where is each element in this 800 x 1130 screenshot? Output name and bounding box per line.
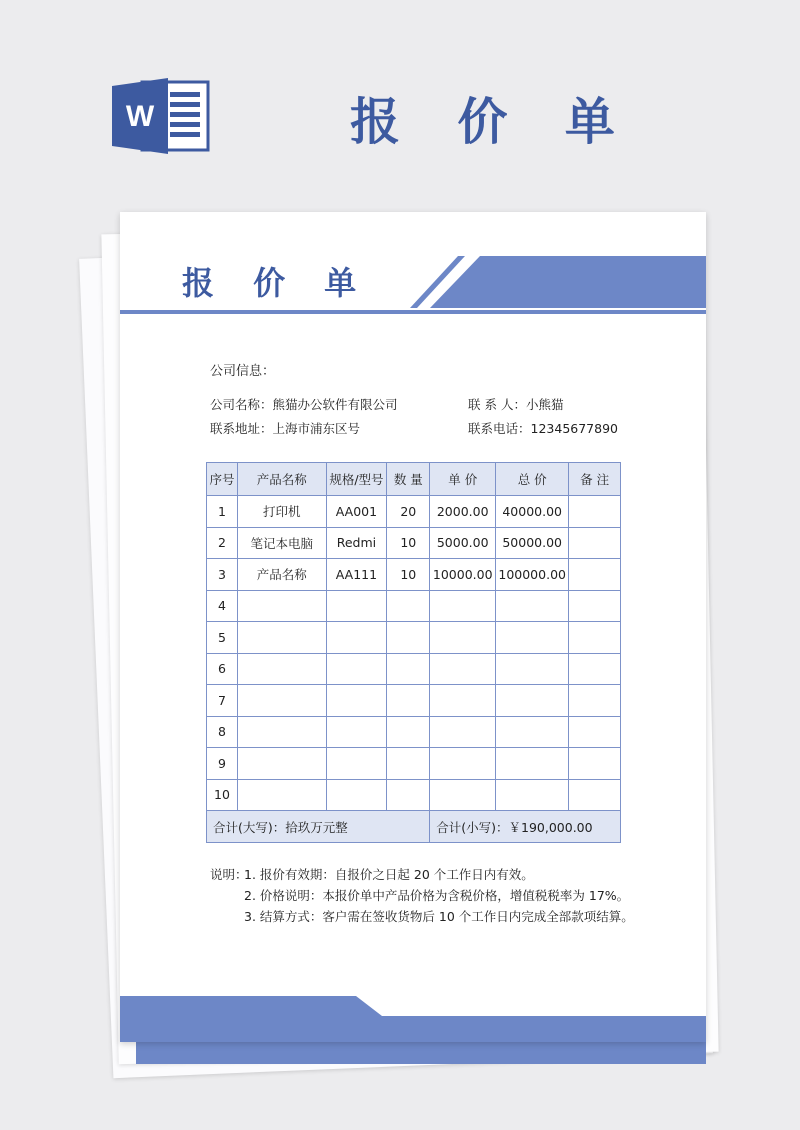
word-icon bbox=[112, 78, 212, 154]
table-cell bbox=[237, 779, 326, 811]
column-header: 单 价 bbox=[430, 463, 496, 496]
company-name-row bbox=[210, 395, 398, 413]
total-lower-label: 合计(小写)： bbox=[436, 819, 509, 835]
table-row bbox=[207, 653, 621, 685]
table-cell: 40000.00 bbox=[496, 496, 569, 528]
table-cell bbox=[569, 716, 621, 748]
column-header: 总 价 bbox=[496, 463, 569, 496]
table-row bbox=[207, 559, 621, 591]
table-cell bbox=[496, 653, 569, 685]
table-cell: 8 bbox=[207, 716, 238, 748]
svg-text:W: W bbox=[125, 100, 155, 133]
table-cell bbox=[496, 779, 569, 811]
column-header: 产品名称 bbox=[237, 463, 326, 496]
company-name: 熊猫办公软件有限公司 bbox=[272, 397, 398, 412]
quote-sheet bbox=[120, 212, 706, 1042]
table-cell bbox=[326, 622, 387, 654]
table-cell: 产品名称 bbox=[237, 559, 326, 591]
table-row bbox=[207, 527, 621, 559]
table-cell bbox=[387, 716, 430, 748]
footer-decoration bbox=[120, 990, 706, 1042]
table-cell: 50000.00 bbox=[496, 527, 569, 559]
table-cell bbox=[569, 748, 621, 780]
table-cell bbox=[569, 685, 621, 717]
note-item: 3. 结算方式：客户需在签收货物后 10 个工作日内完成全部款项结算。 bbox=[244, 909, 634, 924]
table-row bbox=[207, 496, 621, 528]
company-info-heading: 公司信息： bbox=[210, 364, 276, 379]
table-cell bbox=[326, 748, 387, 780]
total-lower: ￥190,000.00 bbox=[508, 819, 593, 835]
banner-title: 报 价 单 bbox=[350, 93, 635, 151]
table-cell: 9 bbox=[207, 748, 238, 780]
table-cell bbox=[237, 590, 326, 622]
table-cell bbox=[496, 748, 569, 780]
table-cell bbox=[430, 653, 496, 685]
table-cell bbox=[237, 748, 326, 780]
address-label: 联系地址： bbox=[210, 421, 273, 436]
table-cell bbox=[326, 590, 387, 622]
table-cell bbox=[496, 622, 569, 654]
table-cell bbox=[237, 716, 326, 748]
phone-label: 联系电话： bbox=[468, 421, 531, 436]
table-cell bbox=[387, 779, 430, 811]
table-row bbox=[207, 622, 621, 654]
note-item: 1. 报价有效期：自报价之日起 20 个工作日内有效。 bbox=[244, 867, 534, 882]
table-cell bbox=[237, 685, 326, 717]
contact-label: 联 系 人： bbox=[468, 397, 526, 412]
table-cell: 10000.00 bbox=[430, 559, 496, 591]
table-cell: 5 bbox=[207, 622, 238, 654]
address-row bbox=[210, 419, 360, 437]
table-cell: 20 bbox=[387, 496, 430, 528]
table-cell bbox=[569, 779, 621, 811]
note-row bbox=[210, 885, 634, 906]
column-header: 序号 bbox=[207, 463, 238, 496]
table-cell: Redmi bbox=[326, 527, 387, 559]
table-row bbox=[207, 748, 621, 780]
address: 上海市浦东区号 bbox=[272, 421, 361, 436]
table-cell bbox=[326, 653, 387, 685]
contact-name: 小熊猫 bbox=[525, 397, 564, 412]
total-upper-cell bbox=[207, 811, 430, 843]
table-cell: 4 bbox=[207, 590, 238, 622]
company-name-label: 公司名称： bbox=[210, 397, 273, 412]
table-cell: 10 bbox=[387, 559, 430, 591]
table-cell: 3 bbox=[207, 559, 238, 591]
table-cell bbox=[387, 685, 430, 717]
table-cell: 1 bbox=[207, 496, 238, 528]
table-cell: 100000.00 bbox=[496, 559, 569, 591]
table-row bbox=[207, 779, 621, 811]
column-header: 数 量 bbox=[387, 463, 430, 496]
table-cell: 2000.00 bbox=[430, 496, 496, 528]
table-cell: AA111 bbox=[326, 559, 387, 591]
table-cell bbox=[569, 653, 621, 685]
note-item: 2. 价格说明：本报价单中产品价格为含税价格，增值税税率为 17%。 bbox=[244, 888, 630, 903]
total-lower-cell bbox=[430, 811, 621, 843]
table-cell bbox=[430, 748, 496, 780]
table-cell bbox=[326, 685, 387, 717]
table-cell: 10 bbox=[207, 779, 238, 811]
table-cell: 10 bbox=[387, 527, 430, 559]
table-cell bbox=[569, 559, 621, 591]
table-cell: 打印机 bbox=[237, 496, 326, 528]
table-cell bbox=[430, 716, 496, 748]
table-cell bbox=[387, 590, 430, 622]
table-row bbox=[207, 685, 621, 717]
table-cell bbox=[326, 716, 387, 748]
note-row bbox=[210, 864, 634, 885]
phone: 12345677890 bbox=[530, 421, 618, 436]
table-cell: 7 bbox=[207, 685, 238, 717]
table-cell bbox=[237, 653, 326, 685]
table-header-row bbox=[207, 463, 621, 496]
table-cell: AA001 bbox=[326, 496, 387, 528]
column-header: 备 注 bbox=[569, 463, 621, 496]
table-cell bbox=[569, 622, 621, 654]
quote-table bbox=[206, 462, 621, 843]
table-cell bbox=[569, 496, 621, 528]
table-cell: 2 bbox=[207, 527, 238, 559]
table-row bbox=[207, 716, 621, 748]
table-cell bbox=[496, 685, 569, 717]
total-row bbox=[207, 811, 621, 843]
table-cell bbox=[430, 622, 496, 654]
notes-label: 说明： bbox=[210, 867, 248, 882]
table-cell: 5000.00 bbox=[430, 527, 496, 559]
table-cell bbox=[496, 590, 569, 622]
notes bbox=[210, 864, 634, 927]
table-cell bbox=[387, 653, 430, 685]
total-upper-label: 合计(大写)： bbox=[213, 819, 286, 835]
column-header: 规格/型号 bbox=[326, 463, 387, 496]
table-cell bbox=[387, 748, 430, 780]
table-row bbox=[207, 590, 621, 622]
table-cell: 笔记本电脑 bbox=[237, 527, 326, 559]
contact-row bbox=[468, 395, 563, 413]
phone-row bbox=[468, 419, 618, 437]
table-cell bbox=[569, 527, 621, 559]
sheet-title: 报 价 单 bbox=[182, 264, 371, 302]
table-cell bbox=[496, 716, 569, 748]
table-cell bbox=[237, 622, 326, 654]
total-upper: 拾玖万元整 bbox=[285, 819, 348, 835]
table-cell bbox=[569, 590, 621, 622]
table-cell bbox=[387, 622, 430, 654]
table-cell bbox=[430, 685, 496, 717]
table-cell bbox=[326, 779, 387, 811]
note-row bbox=[210, 906, 634, 927]
table-cell bbox=[430, 779, 496, 811]
table-cell: 6 bbox=[207, 653, 238, 685]
table-cell bbox=[430, 590, 496, 622]
